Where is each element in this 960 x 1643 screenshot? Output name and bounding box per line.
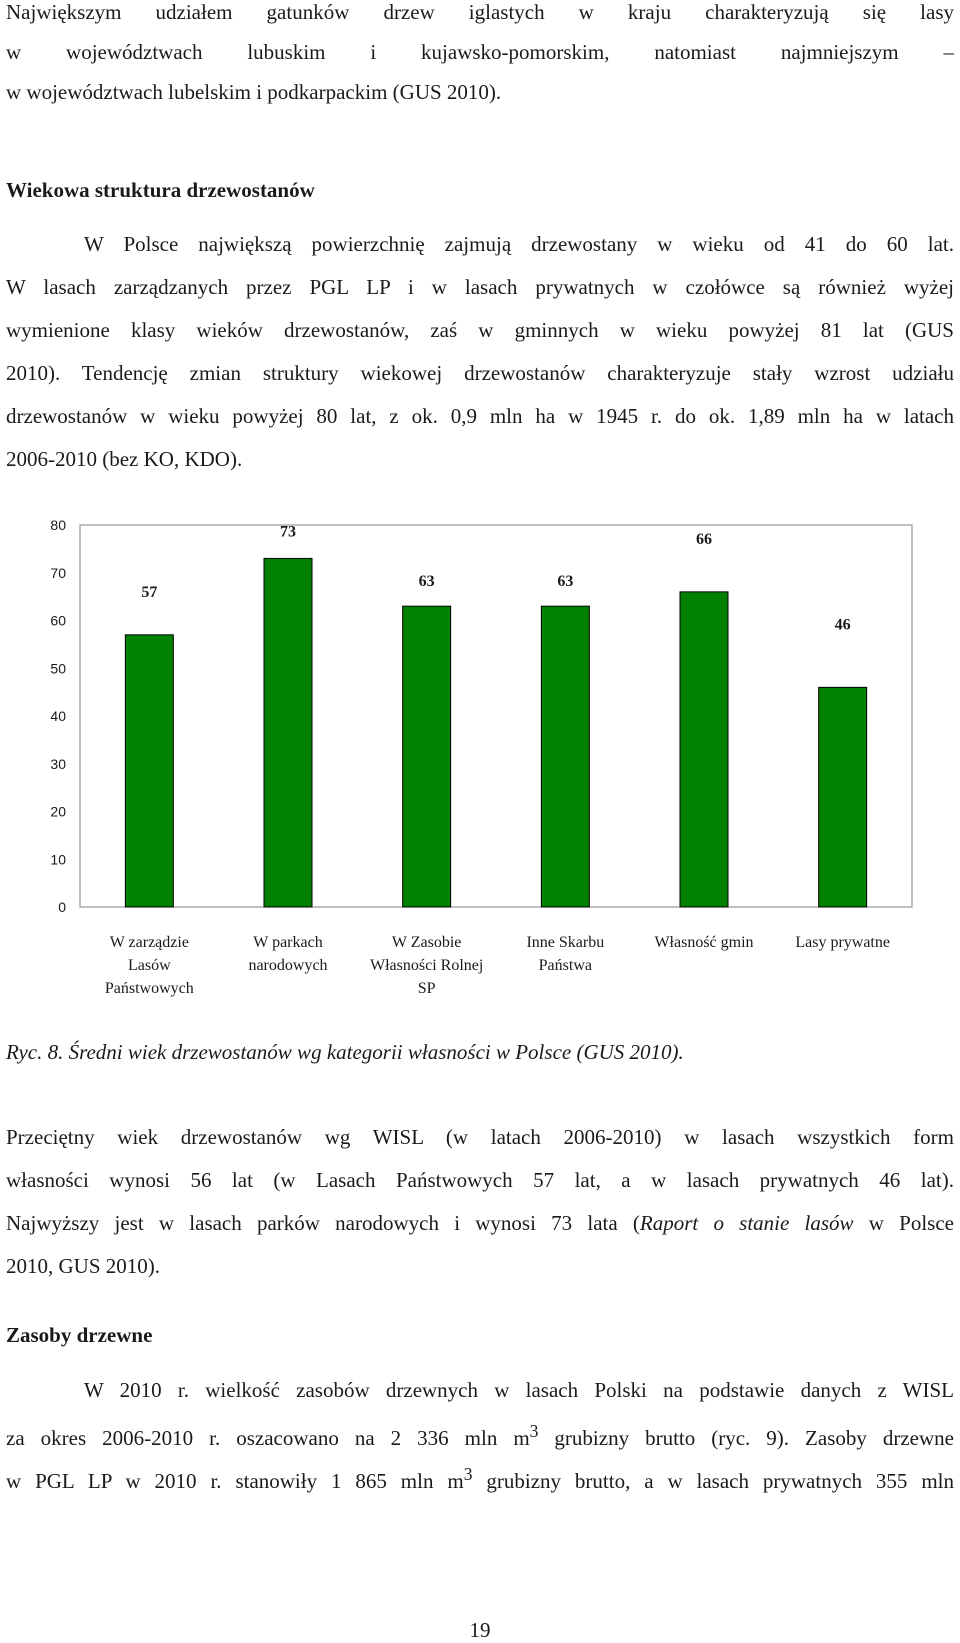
paragraph2-line-3 [6, 1211, 954, 1236]
bar [819, 687, 867, 907]
x-category-label: Własność gmin [654, 934, 754, 951]
plot-area-frame [80, 525, 912, 907]
bar [125, 635, 173, 907]
paragraph2-line-1: Przeciętny wiek drzewostanów wg WISL (w latach 2006-2010) w lasach wszystkich form [6, 1125, 954, 1149]
bar [541, 606, 589, 907]
section1-line-1: W Polsce największą powierzchnię zajmują drzewostany w wieku od 41 do 60 lat. [84, 232, 954, 256]
bar-value-label: 63 [418, 573, 435, 591]
y-tick-label: 20 [50, 803, 66, 820]
page-number: 19 [469, 1618, 491, 1642]
section2-line-2 [6, 1421, 954, 1451]
cubic-superscript: 3 [529, 1421, 539, 1441]
x-category-label: Inne Skarbu [526, 934, 605, 951]
section2-line-2-b: grubizny brutto (ryc. 9). Zasoby drzewne [538, 1426, 954, 1450]
section1-line-5: drzewostanów w wieku powyżej 80 lat, z ok. 0,9 mln ha w 1945 r. do ok. 1,89 mln ha w latach [6, 404, 954, 428]
x-category-label: Państwowych [104, 980, 194, 997]
y-tick-label: 70 [50, 564, 66, 581]
x-category-label: Własności Rolnej [370, 957, 484, 974]
intro-line-1: Największym udziałem gatunków drzew iglastych w kraju charakteryzują się lasy [6, 0, 954, 24]
section-heading-age-structure: Wiekowa struktura drzewostanów [6, 178, 315, 202]
bar-chart [0, 515, 960, 1005]
bar [264, 558, 312, 907]
paragraph2-line-4: 2010, GUS 2010). [6, 1254, 161, 1278]
report-title: Raport o stanie lasów [639, 1211, 854, 1235]
y-tick-label: 60 [50, 612, 66, 629]
bar [680, 592, 728, 907]
x-category-label: W parkach [253, 934, 323, 951]
section2-line-3 [6, 1464, 954, 1494]
bar-value-label: 57 [141, 583, 158, 601]
bar [403, 606, 451, 907]
section2-line-2-a: za okres 2006-2010 r. oszacowano na 2 336 mln m [6, 1426, 530, 1450]
paragraph2-line-3-end: w Polsce [853, 1211, 954, 1235]
x-category-label: Państwa [538, 957, 592, 974]
x-category-label: SP [417, 980, 436, 997]
section1-line-6: 2006-2010 (bez KO, KDO). [6, 447, 243, 471]
section2-line-3-a: w PGL LP w 2010 r. stanowiły 1 865 mln m [6, 1469, 464, 1493]
y-tick-label: 10 [50, 851, 66, 868]
figure-caption: Ryc. 8. Średni wiek drzewostanów wg kategorii własności w Polsce (GUS 2010). [6, 1040, 684, 1064]
intro-line-2: w województwach lubuskim i kujawsko-pomorskim, natomiast najmniejszym – [6, 40, 954, 64]
y-tick-label: 0 [58, 899, 66, 915]
section1-line-2: W lasach zarządzanych przez PGL LP i w lasach prywatnych w czołówce są również wyżej [6, 275, 954, 299]
bar-value-label: 66 [696, 530, 712, 548]
x-category-label: W Zasobie [391, 934, 462, 951]
section2-line-1: W 2010 r. wielkość zasobów drzewnych w lasach Polski na podstawie danych z WISL [84, 1378, 954, 1402]
bar-value-label: 46 [834, 616, 851, 634]
y-tick-label: 50 [50, 660, 66, 677]
intro-line-3: w województwach lubelskim i podkarpackim (GUS 2010). [6, 80, 502, 104]
bar-value-label: 63 [557, 573, 574, 591]
bar-value-label: 73 [280, 523, 296, 541]
x-category-label: W zarządzie [109, 934, 189, 951]
cubic-superscript: 3 [463, 1464, 473, 1484]
paragraph2-line-3-text: Najwyższy jest w lasach parków narodowych i wynosi 73 lata ( [6, 1211, 640, 1235]
x-category-label: narodowych [248, 957, 328, 974]
y-tick-label: 30 [50, 755, 66, 772]
paragraph2-line-2: własności wynosi 56 lat (w Lasach Państwowych 57 lat, a w lasach prywatnych 46 lat). [6, 1168, 954, 1192]
y-tick-label: 40 [50, 708, 66, 724]
section1-line-4: 2010). Tendencję zmian struktury wiekowej drzewostanów charakteryzuje stały wzrost udziału [6, 361, 954, 385]
section-heading-timber-resources: Zasoby drzewne [6, 1323, 153, 1347]
x-category-label: Lasów [128, 957, 171, 974]
x-category-label: Lasy prywatne [795, 934, 890, 951]
section1-line-3: wymienione klasy wieków drzewostanów, zaś w gminnych w wieku powyżej 81 lat (GUS [6, 318, 954, 342]
section2-line-3-b: grubizny brutto, a w lasach prywatnych 355 mln [472, 1469, 954, 1493]
y-tick-label: 80 [50, 517, 66, 533]
